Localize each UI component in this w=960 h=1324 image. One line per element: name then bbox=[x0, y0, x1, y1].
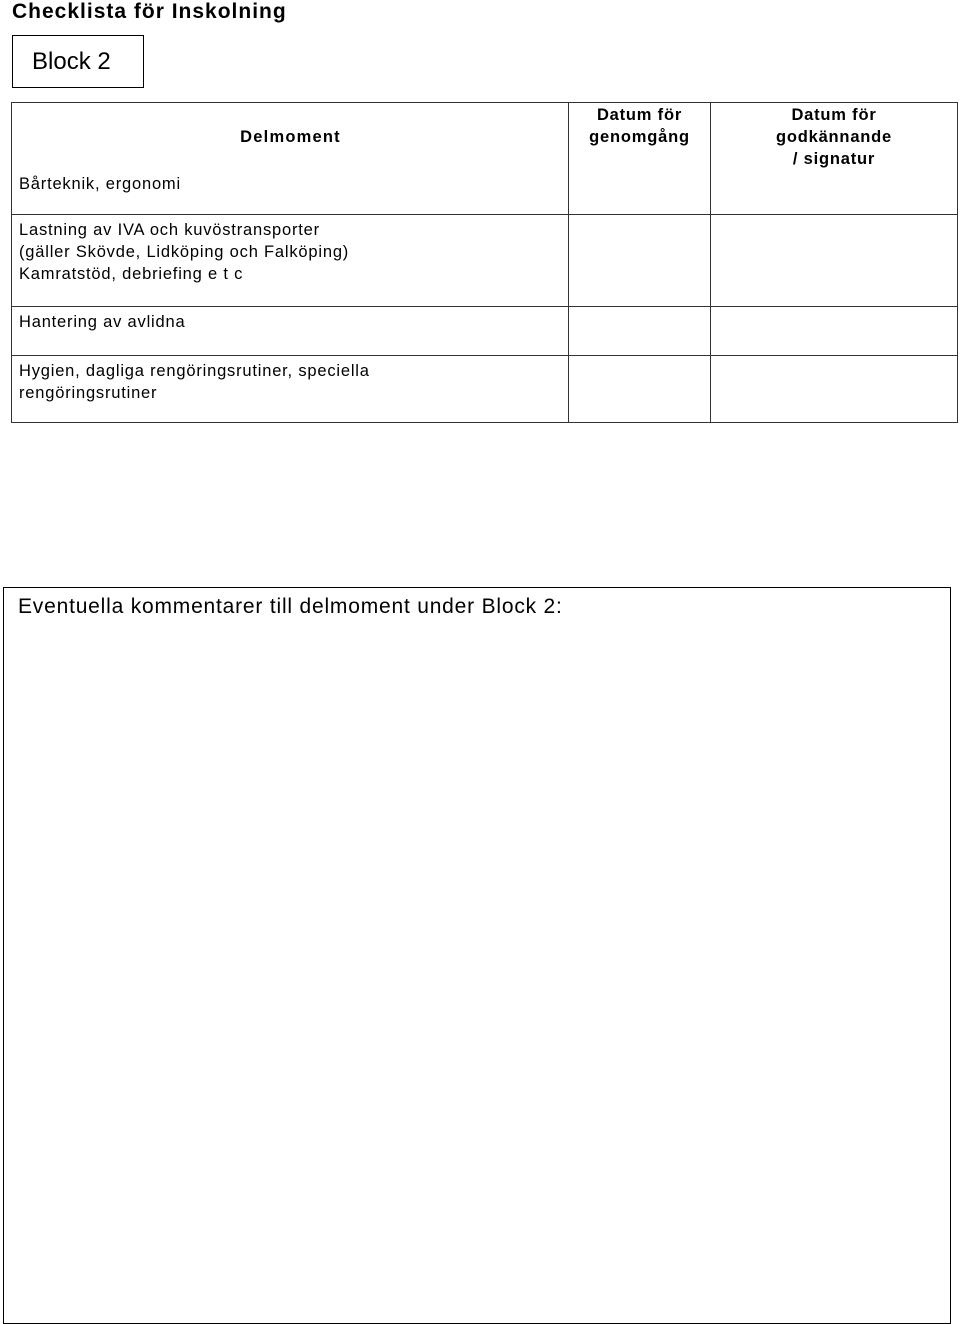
row-item-4-line-1: Hygien, dagliga rengöringsrutiner, speciella bbox=[19, 362, 370, 380]
datum-godkannande-line-1: Datum för bbox=[791, 106, 877, 124]
table-row bbox=[12, 307, 958, 356]
row-item-4-line-2: rengöringsrutiner bbox=[19, 384, 158, 402]
delmoment-header-cell bbox=[12, 103, 569, 215]
comments-label: Eventuella kommentarer till delmoment under Block 2: bbox=[18, 595, 563, 618]
row-item-3-cell bbox=[12, 307, 569, 356]
table-row bbox=[12, 215, 958, 307]
genomgang-date-cell[interactable] bbox=[569, 356, 711, 423]
block-label-text: Block 2 bbox=[32, 47, 111, 75]
signature-cell[interactable] bbox=[711, 307, 958, 356]
row-item-3-line-1: Hantering av avlidna bbox=[19, 313, 186, 331]
datum-godkannande-header bbox=[711, 103, 958, 215]
comments-box[interactable] bbox=[3, 587, 951, 1324]
table-row bbox=[12, 356, 958, 423]
row-item-2-line-3: Kamratstöd, debriefing e t c bbox=[19, 265, 244, 283]
row-item-2-line-2: (gäller Skövde, Lidköping och Falköping) bbox=[19, 243, 350, 261]
checklist-table bbox=[11, 102, 958, 423]
datum-godkannande-line-3: / signatur bbox=[792, 150, 876, 168]
signature-cell[interactable] bbox=[711, 215, 958, 307]
block-label bbox=[12, 35, 144, 88]
genomgang-date-cell[interactable] bbox=[569, 307, 711, 356]
datum-genomgang-header bbox=[569, 103, 711, 215]
row-item-2-cell bbox=[12, 215, 569, 307]
genomgang-date-cell[interactable] bbox=[569, 215, 711, 307]
signature-cell[interactable] bbox=[711, 356, 958, 423]
datum-genomgang-line-2: genomgång bbox=[589, 128, 690, 146]
delmoment-header: Delmoment bbox=[240, 128, 341, 146]
row-item-1-label: Bårteknik, ergonomi bbox=[19, 175, 181, 193]
datum-godkannande-line-2: godkännande bbox=[775, 128, 893, 146]
datum-genomgang-line-1: Datum för bbox=[596, 106, 683, 124]
row-item-4-cell bbox=[12, 356, 569, 423]
table-header-row bbox=[12, 103, 958, 215]
row-item-2-line-1: Lastning av IVA och kuvöstransporter bbox=[19, 221, 320, 239]
page-title: Checklista för Inskolning bbox=[12, 0, 287, 23]
